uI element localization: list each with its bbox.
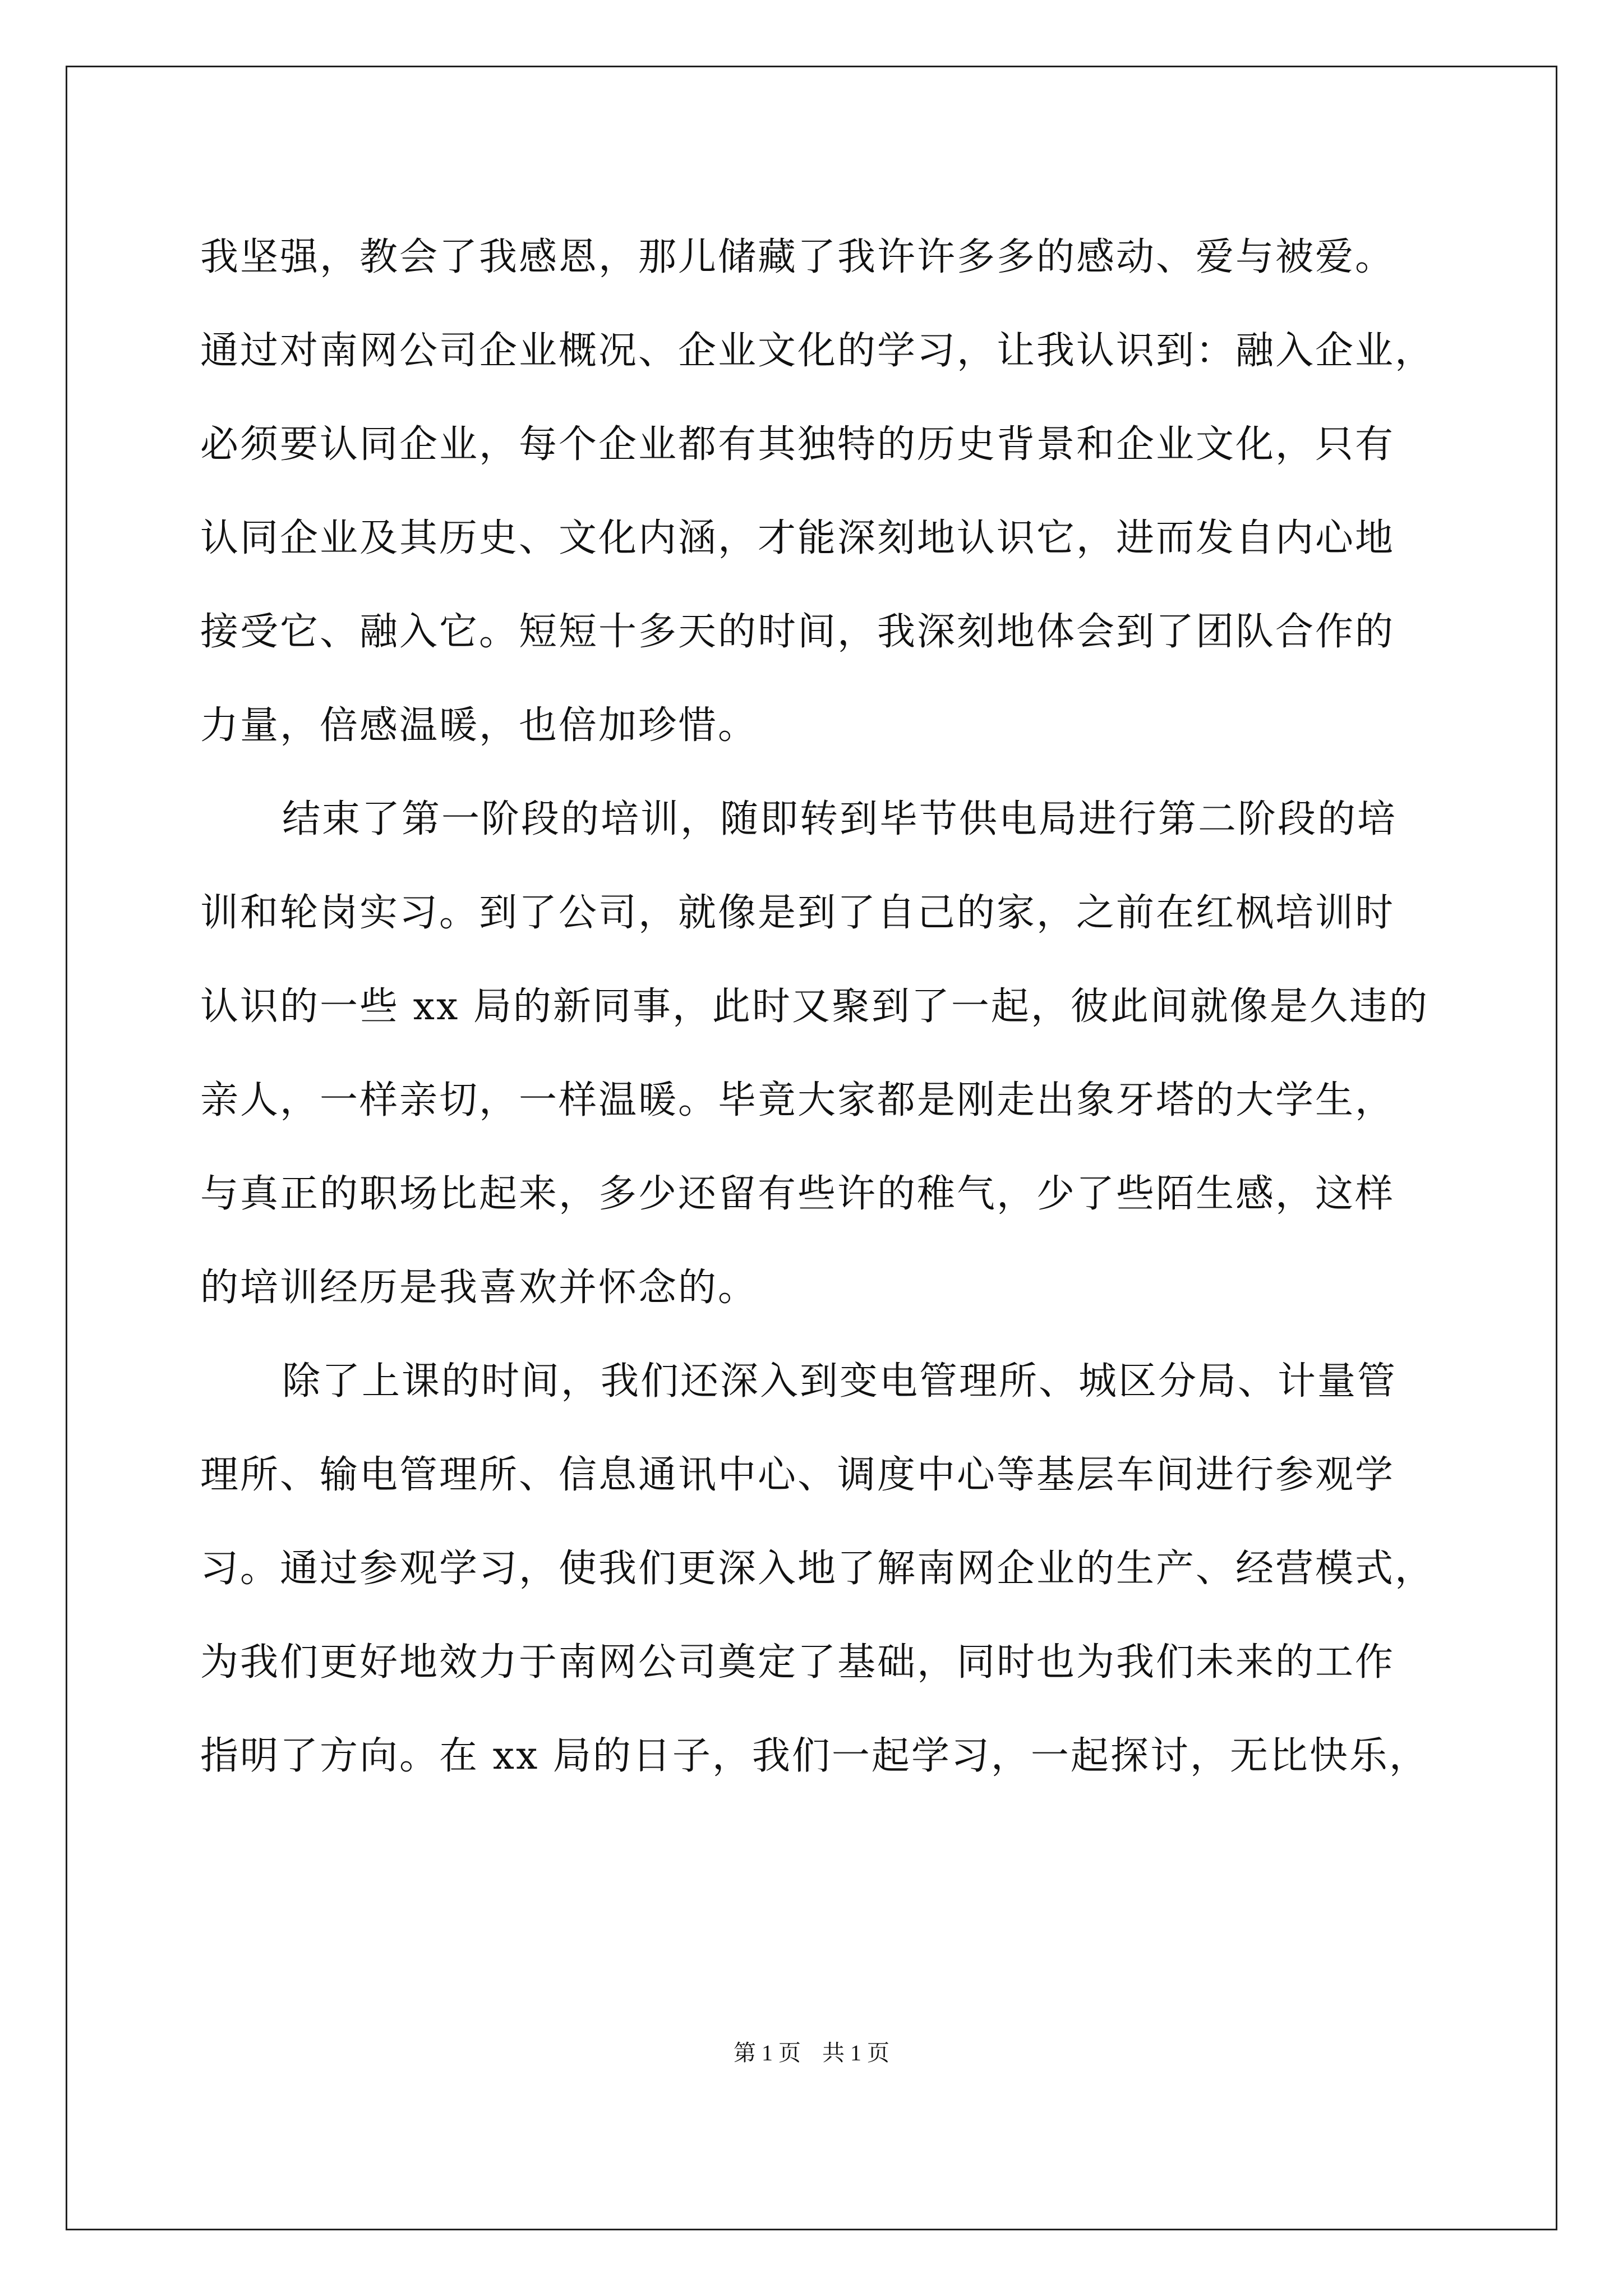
text-line-10: 亲人，一样亲切，一样温暖。毕竟大家都是刚走出象牙塔的大学生，: [200, 1078, 1395, 1122]
text-line-13: 除了上课的时间，我们还深入到变电管理所、城区分局、计量管: [282, 1359, 1398, 1404]
text-line-16: 为我们更好地效力于南网公司奠定了基础，同时也为我们未来的工作: [200, 1640, 1395, 1685]
text-line-11: 与真正的职场比起来，多少还留有些许的稚气，少了些陌生感，这样: [200, 1172, 1395, 1216]
text-line-2: 通过对南网公司企业概况、企业文化的学习，让我认识到：融入企业，: [200, 329, 1435, 373]
page-footer: [0, 2036, 1623, 2070]
text-line-14: 理所、输电管理所、信息通讯中心、调度中心等基层车间进行参观学: [200, 1453, 1395, 1497]
document-body: [200, 210, 1434, 1803]
text-line-7: 结束了第一阶段的培训，随即转到毕节供电局进行第二阶段的培: [282, 797, 1398, 841]
text-line-6: 力量，倍感温暖，也倍加珍惜。: [200, 703, 758, 748]
text-line-8: 训和轮岗实习。到了公司，就像是到了自己的家，之前在红枫培训时: [200, 891, 1395, 935]
text-line-9: 认识的一些 xx 局的新同事，此时又聚到了一起，彼此间就像是久违的: [200, 984, 1429, 1029]
text-line-1: 我坚强，教会了我感恩，那儿储藏了我许许多多的感动、爱与被爱。: [200, 235, 1395, 279]
text-line-15: 习。通过参观学习，使我们更深入地了解南网企业的生产、经营模式，: [200, 1547, 1435, 1591]
page-total: 共 1 页: [822, 2040, 889, 2065]
text-line-12: 的培训经历是我喜欢并怀念的。: [200, 1266, 758, 1310]
text-line-17: 指明了方向。在 xx 局的日子，我们一起学习，一起探讨，无比快乐，: [200, 1734, 1429, 1778]
page-number: 第 1 页: [734, 2040, 801, 2065]
text-line-4: 认同企业及其历史、文化内涵，才能深刻地认识它，进而发自内心地: [200, 516, 1395, 560]
text-line-5: 接受它、融入它。短短十多天的时间，我深刻地体会到了团队合作的: [200, 610, 1395, 654]
text-line-3: 必须要认同企业，每个企业都有其独特的历史背景和企业文化，只有: [200, 422, 1395, 467]
